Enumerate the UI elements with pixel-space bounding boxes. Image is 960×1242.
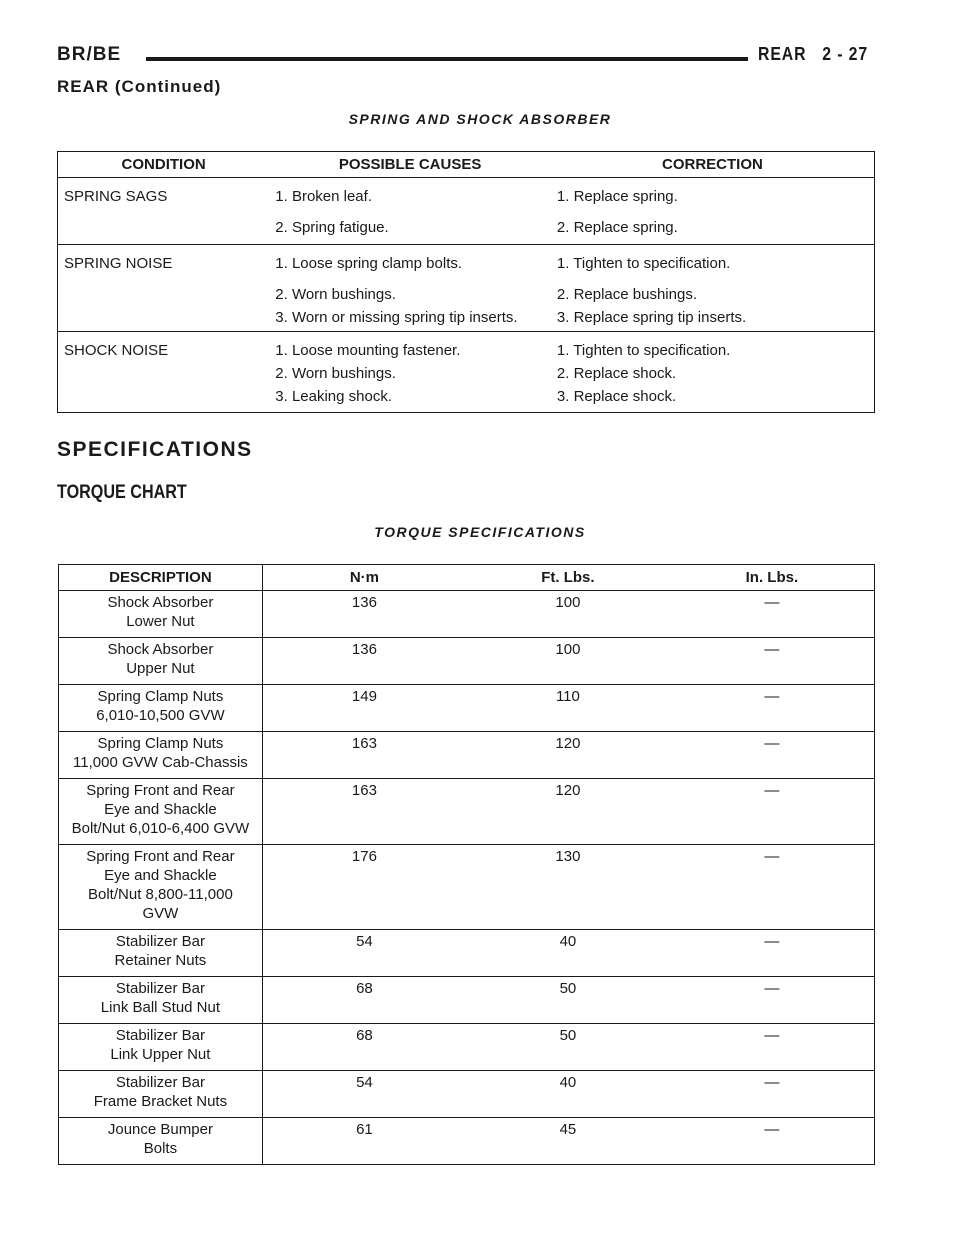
ft-lbs-cell: 45 <box>466 1118 670 1165</box>
in-lbs-cell: — <box>670 591 875 638</box>
correction-item: 2. Replace shock. <box>556 365 677 382</box>
description-cell: Shock Absorber Upper Nut <box>59 638 263 685</box>
column-header: DESCRIPTION <box>59 565 263 591</box>
cause-item: 2. Spring fatigue. <box>275 219 389 236</box>
condition-cell: SPRING SAGS <box>58 178 270 245</box>
in-lbs-cell: — <box>670 638 875 685</box>
description-cell: Spring Front and Rear Eye and Shackle Bolt/Nut 8,800-11,000 GVW <box>59 845 263 930</box>
cause-item: 3. Worn or missing spring tip inserts. <box>275 309 518 326</box>
description-cell: Stabilizer Bar Frame Bracket Nuts <box>59 1071 263 1118</box>
table-row <box>59 685 875 732</box>
description-cell: Jounce Bumper Bolts <box>59 1118 263 1165</box>
diagnosis-table <box>57 151 875 413</box>
in-lbs-cell: — <box>670 930 875 977</box>
column-header: Ft. Lbs. <box>466 565 670 591</box>
table-row <box>59 638 875 685</box>
nm-cell: 68 <box>262 977 466 1024</box>
section-title: SPECIFICATIONS <box>57 438 253 461</box>
diag-table-caption: SPRING AND SHOCK ABSORBER <box>348 111 612 127</box>
ft-lbs-cell: 40 <box>466 930 670 977</box>
ft-lbs-cell: 50 <box>466 1024 670 1071</box>
column-header: In. Lbs. <box>670 565 875 591</box>
table-row <box>58 178 875 245</box>
table-row <box>59 1024 875 1071</box>
correction-item: 2. Replace bushings. <box>556 286 697 303</box>
torque-table-caption: TORQUE SPECIFICATIONS <box>374 524 586 540</box>
correction-item: 1. Replace spring. <box>556 188 678 205</box>
description-cell: Stabilizer Bar Link Ball Stud Nut <box>59 977 263 1024</box>
condition-cell: SPRING NOISE <box>58 245 270 332</box>
ft-lbs-cell: 130 <box>466 845 670 930</box>
ft-lbs-cell: 50 <box>466 977 670 1024</box>
cause-item: 2. Worn bushings. <box>275 286 396 303</box>
in-lbs-cell: — <box>670 732 875 779</box>
in-lbs-cell: — <box>670 779 875 845</box>
table-row <box>58 332 875 413</box>
header-rule <box>146 57 748 61</box>
table-row <box>59 845 875 930</box>
ft-lbs-cell: 120 <box>466 732 670 779</box>
correction-item: 3. Replace spring tip inserts. <box>556 309 747 326</box>
correction-item: 2. Replace spring. <box>556 219 678 236</box>
table-row <box>59 977 875 1024</box>
in-lbs-cell: — <box>670 685 875 732</box>
nm-cell: 176 <box>262 845 466 930</box>
description-cell: Spring Front and Rear Eye and Shackle Bolt/Nut 6,010-6,400 GVW <box>59 779 263 845</box>
cause-item: 1. Loose mounting fastener. <box>275 342 461 359</box>
correction-item: 1. Tighten to specification. <box>556 255 731 272</box>
column-header: POSSIBLE CAUSES <box>269 152 551 178</box>
continued-heading: REAR (Continued) <box>57 77 222 96</box>
description-cell: Spring Clamp Nuts 11,000 GVW Cab-Chassis <box>59 732 263 779</box>
nm-cell: 54 <box>262 930 466 977</box>
ft-lbs-cell: 100 <box>466 591 670 638</box>
correction-item: 1. Tighten to specification. <box>556 342 731 359</box>
description-cell: Shock Absorber Lower Nut <box>59 591 263 638</box>
table-row <box>59 779 875 845</box>
description-cell: Stabilizer Bar Retainer Nuts <box>59 930 263 977</box>
ft-lbs-cell: 110 <box>466 685 670 732</box>
cause-item: 3. Leaking shock. <box>275 388 393 405</box>
in-lbs-cell: — <box>670 1118 875 1165</box>
table-row <box>59 1118 875 1165</box>
in-lbs-cell: — <box>670 1024 875 1071</box>
condition-cell: SHOCK NOISE <box>58 332 270 413</box>
in-lbs-cell: — <box>670 845 875 930</box>
torque-table <box>58 564 875 1165</box>
nm-cell: 61 <box>262 1118 466 1165</box>
ft-lbs-cell: 100 <box>466 638 670 685</box>
header-left: BR/BE <box>57 44 122 65</box>
cause-item: 1. Loose spring clamp bolts. <box>275 255 463 272</box>
nm-cell: 136 <box>262 638 466 685</box>
nm-cell: 149 <box>262 685 466 732</box>
nm-cell: 163 <box>262 779 466 845</box>
nm-cell: 68 <box>262 1024 466 1071</box>
column-header: N·m <box>262 565 466 591</box>
ft-lbs-cell: 40 <box>466 1071 670 1118</box>
table-row <box>59 591 875 638</box>
table-row <box>59 930 875 977</box>
nm-cell: 136 <box>262 591 466 638</box>
description-cell: Spring Clamp Nuts 6,010-10,500 GVW <box>59 685 263 732</box>
table-row <box>59 732 875 779</box>
cause-item: 2. Worn bushings. <box>275 365 396 382</box>
ft-lbs-cell: 120 <box>466 779 670 845</box>
description-cell: Stabilizer Bar Link Upper Nut <box>59 1024 263 1071</box>
cause-item: 1. Broken leaf. <box>275 188 372 205</box>
column-header: CONDITION <box>58 152 270 178</box>
header-right: REAR 2 - 27 <box>758 44 869 64</box>
correction-item: 3. Replace shock. <box>556 388 677 405</box>
in-lbs-cell: — <box>670 1071 875 1118</box>
column-header: CORRECTION <box>551 152 875 178</box>
in-lbs-cell: — <box>670 977 875 1024</box>
nm-cell: 54 <box>262 1071 466 1118</box>
subsection-title: TORQUE CHART <box>57 482 187 503</box>
nm-cell: 163 <box>262 732 466 779</box>
table-row <box>59 1071 875 1118</box>
table-row <box>58 245 875 332</box>
